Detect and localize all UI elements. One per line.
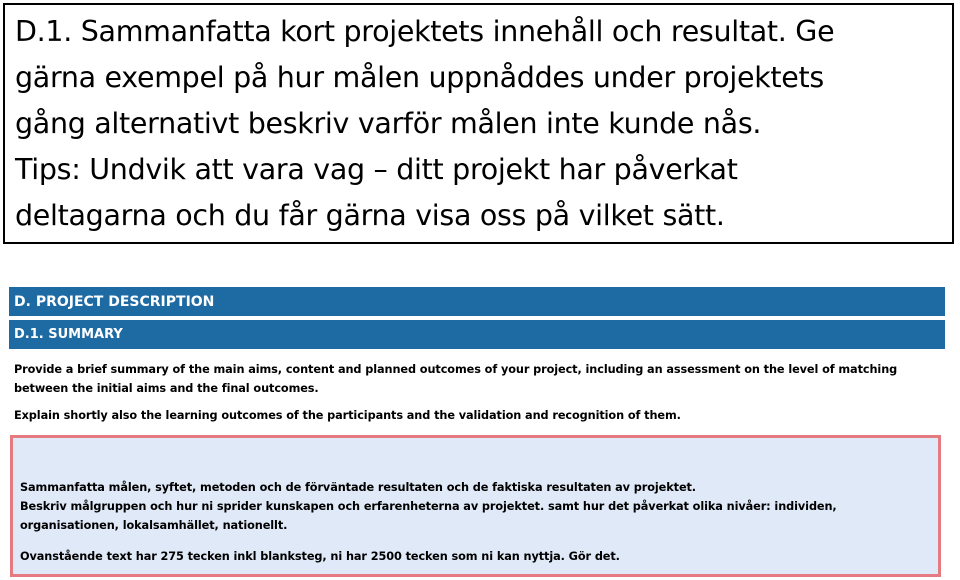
callout-line: Tips: Undvik att vara vag – ditt projekt har påverkat	[15, 153, 738, 186]
answer-line: Sammanfatta målen, syftet, metoden och de förväntade resultaten och de faktiska resultaten av projektet.	[20, 481, 696, 494]
summary-answer-field[interactable]	[10, 435, 941, 577]
callout-line: deltagarna och du får gärna visa oss på vilket sätt.	[15, 199, 725, 232]
answer-line: Beskriv målgruppen och hur ni sprider kunskapen och erfarenheterna av projektet. samt hur det påverkat olika nivåer: individen, organisationen, lokalsamhället, nationellt.	[20, 500, 837, 532]
summary-instruction: Provide a brief summary of the main aims, content and planned outcomes of your project, including an assessment on the level of matching between the initial aims and the final outcomes.	[14, 363, 898, 395]
section-header-project-description: D. PROJECT DESCRIPTION	[9, 287, 945, 316]
callout-line: gång alternativt beskriv varför målen inte kunde nås.	[15, 107, 762, 140]
learning-outcomes-instruction: Explain shortly also the learning outcomes of the participants and the validation and recognition of them.	[14, 409, 681, 422]
callout-line: gärna exempel på hur målen uppnåddes under projektets	[15, 61, 824, 94]
instruction-callout	[3, 3, 954, 244]
subsection-header-summary: D.1. SUMMARY	[9, 320, 945, 349]
callout-line: D.1. Sammanfatta kort projektets innehåll och resultat. Ge	[15, 15, 835, 48]
answer-line: Ovanstående text har 275 tecken inkl blanksteg, ni har 2500 tecken som ni kan nyttja. Gör det.	[20, 550, 620, 563]
